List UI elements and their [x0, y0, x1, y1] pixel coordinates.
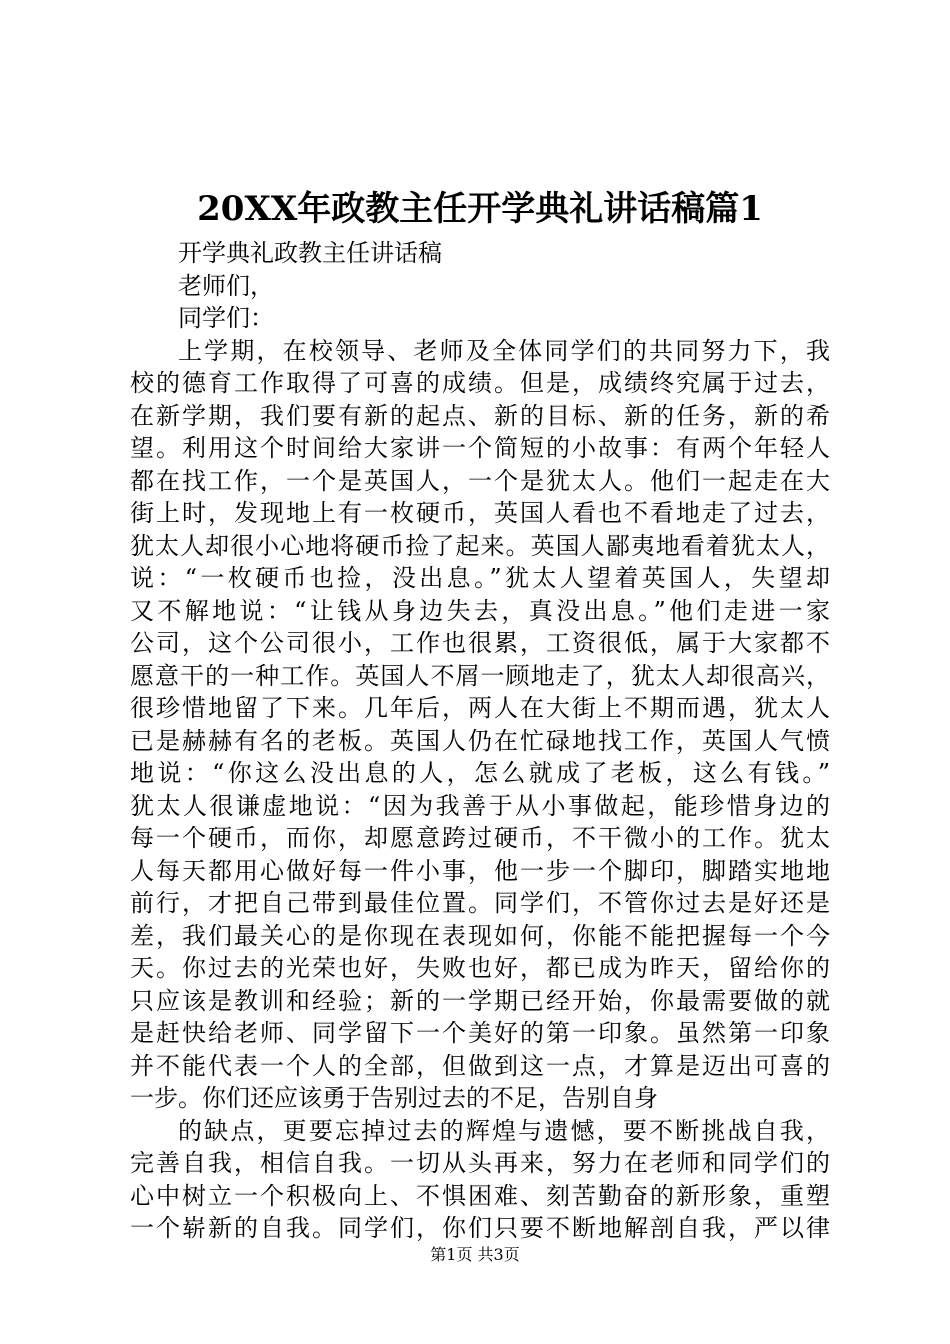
text-line: 心中树立一个积极向上、不惧困难、刻苦勤奋的新形象，重塑	[130, 1181, 830, 1210]
text-line: 犹太人很谦虚地说：“因为我善于从小事做起，能珍惜身边的	[130, 791, 830, 820]
text-line: 完善自我，相信自我。一切从头再来，努力在老师和同学们的	[130, 1149, 830, 1177]
text-line: 地说：“你这么没出息的人，怎么就成了老板，这么有钱。”	[130, 759, 830, 787]
text-line: 犹太人却很小心地将硬币捡了起来。英国人鄙夷地看着犹太人，	[130, 531, 830, 560]
text-line: 又不解地说：“让钱从身边失去，真没出息。”他们走进一家	[130, 596, 830, 625]
page-number: 第1页 共3页	[430, 1245, 520, 1264]
document-title: 20XX年政教主任开学典礼讲话稿篇1	[197, 189, 763, 229]
text-line: 在新学期，我们要有新的起点、新的目标、新的任务，新的希	[130, 401, 830, 430]
text-line: 街上时，发现地上有一枚硬币，英国人看也不看地走了过去，	[130, 499, 830, 527]
text-line: 是赶快给老师、同学留下一个美好的第一印象。虽然第一印象	[130, 1019, 830, 1047]
text-line: 每一个硬币，而你，却愿意跨过硬币，不干微小的工作。犹太	[130, 824, 830, 852]
text-line: 差，我们最关心的是你现在表现如何，你能不能把握每一个今	[130, 921, 830, 950]
text-line: 并不能代表一个人的全部，但做到这一点，才算是迈出可喜的	[130, 1051, 830, 1080]
text-line: 说：“一枚硬币也捡，没出息。”犹太人望着英国人，失望却	[130, 564, 830, 592]
text-line: 很珍惜地留了下来。几年后，两人在大街上不期而遇，犹太人	[130, 694, 830, 722]
text-line: 一步。你们还应该勇于告别过去的不足，告别自身	[130, 1084, 658, 1112]
text-line: 前行，才把自己带到最佳位置。同学们，不管你过去是好还是	[130, 889, 830, 917]
text-line: 开学典礼政教主任讲话稿	[178, 239, 442, 267]
text-line: 愿意干的一种工作。英国人不屑一顾地走了，犹太人却很高兴，	[130, 661, 830, 690]
text-line: 校的德育工作取得了可喜的成绩。但是，成绩终究属于过去，	[130, 369, 830, 397]
text-line: 都在找工作，一个是英国人，一个是犹太人。他们一起走在大	[130, 466, 830, 495]
text-line: 的缺点，更要忘掉过去的辉煌与遗憾，要不断挑战自我，	[178, 1116, 830, 1145]
text-line: 只应该是教训和经验；新的一学期已经开始，你最需要做的就	[130, 986, 830, 1015]
text-line: 天。你过去的光荣也好，失败也好，都已成为昨天，留给你的	[130, 954, 830, 982]
text-line: 同学们：	[178, 304, 274, 332]
text-line: 公司，这个公司很小，工作也很累，工资很低，属于大家都不	[130, 629, 830, 657]
text-line: 望。利用这个时间给大家讲一个简短的小故事：有两个年轻人	[130, 434, 830, 462]
text-line: 一个崭新的自我。同学们，你们只要不断地解剖自我，严以律	[130, 1214, 830, 1242]
text-line: 人每天都用心做好每一件小事，他一步一个脚印，脚踏实地地	[130, 856, 830, 885]
text-line: 已是赫赫有名的老板。英国人仍在忙碌地找工作，英国人气愤	[130, 726, 830, 755]
document-body	[130, 237, 830, 1245]
text-line: 上学期，在校领导、老师及全体同学们的共同努力下，我	[178, 336, 830, 365]
text-line: 老师们，	[178, 271, 274, 300]
